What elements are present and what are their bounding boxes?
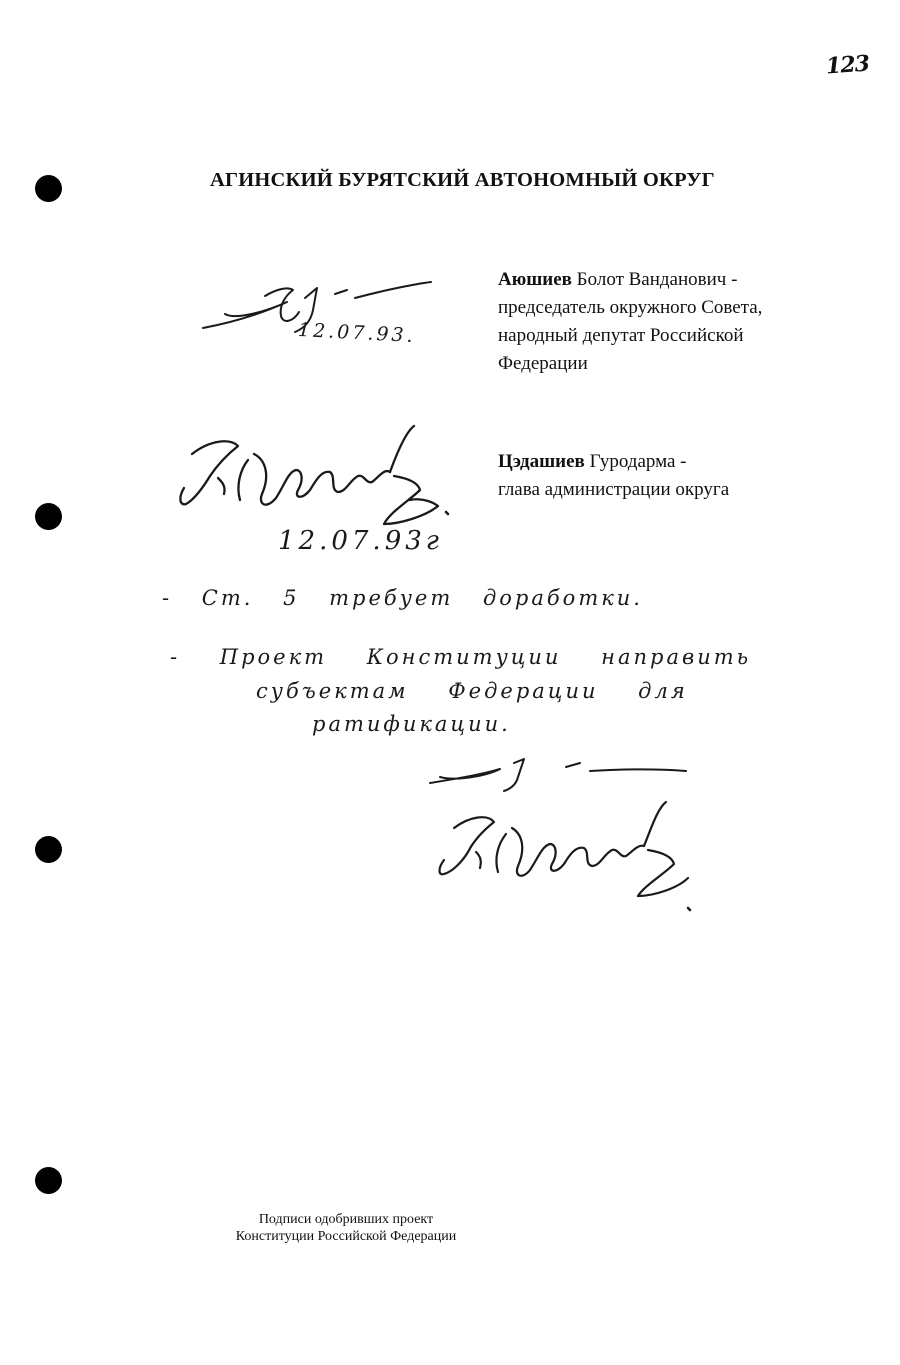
signatory-position-line: Федерации	[498, 353, 588, 374]
signature-aushiev-notes	[424, 755, 694, 795]
signatory-surname: Цэдашиев	[498, 451, 585, 472]
handwritten-date: 12.07.93г	[278, 526, 443, 556]
signatures-caption	[206, 1211, 486, 1245]
punch-hole	[35, 836, 62, 863]
signatory-position-line: председатель окружного Совета,	[498, 297, 763, 318]
punch-hole	[35, 175, 62, 202]
signatory-given-names: Болот Ванданович -	[576, 269, 738, 290]
page-number: 123	[825, 50, 870, 80]
signatory-given-names: Гуродарма -	[589, 451, 687, 472]
signature-tsedashiev	[170, 420, 460, 535]
caption-line: Конституции Российской Федерации	[235, 1229, 457, 1244]
signatory-block	[498, 266, 828, 378]
handwritten-note: - Ст. 5 требует доработки.	[162, 586, 643, 610]
handwritten-note: субъектам Федерации для	[256, 679, 688, 703]
signatory-block	[498, 448, 828, 504]
handwritten-note: - Проект Конституции направить	[170, 645, 752, 669]
signature-tsedashiev-notes	[430, 798, 700, 913]
caption-line: Подписи одобривших проект	[258, 1212, 434, 1227]
document-title: АГИНСКИЙ БУРЯТСКИЙ АВТОНОМНЫЙ ОКРУГ	[210, 169, 715, 191]
punch-hole	[35, 1167, 62, 1194]
signatory-position-line: глава администрации округа	[498, 479, 730, 500]
punch-hole	[35, 503, 62, 530]
handwritten-note: ратификации.	[312, 712, 511, 736]
handwritten-date: 12.07.93.	[297, 318, 417, 348]
signatory-position-line: народный депутат Российской	[498, 325, 744, 346]
signatory-surname: Аюшиев	[498, 269, 572, 290]
